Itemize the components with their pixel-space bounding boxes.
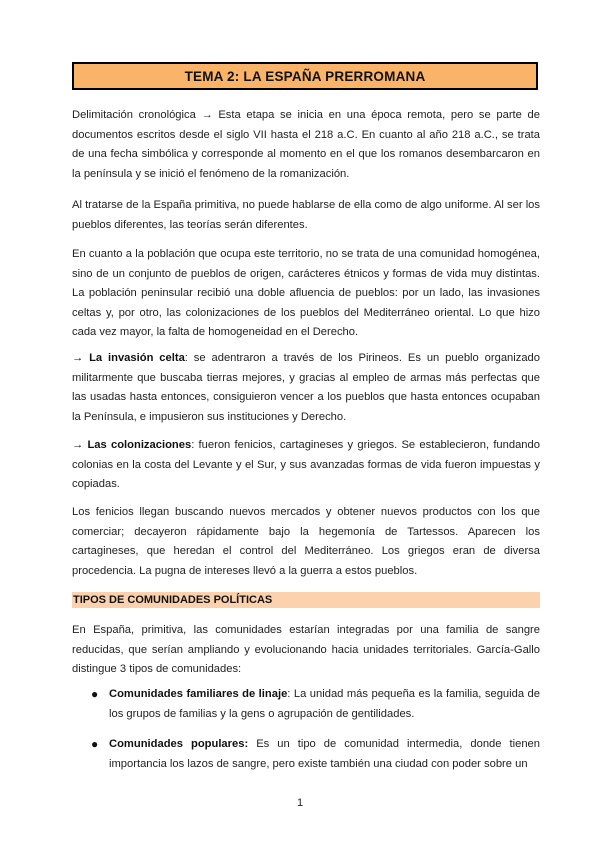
paragraph-population: En cuanto a la población que ocupa este territorio, no se trata de una comunidad homogénea, sino de un conjunto de pueblos de origen, carácteres étnicos y formas de vida muy distintas. La población peninsular recibió una doble afluencia de pueblos: por un lado, las invasiones celtas y, por otro, las colonizaciones de los pueblos del Mediterráneo oriental. Lo que hizo cada vez mayor, la falta de homogeneidad en el Derecho. (72, 248, 540, 339)
bullet-icon: ● (91, 737, 99, 751)
page-number: 1 (296, 797, 304, 809)
list-item-text: Es un tipo de comunidad intermedia, donde tienen importancia los lazos de sangre, pero existe también una ciudad con poder sobre un (109, 738, 540, 770)
bullet-icon: ● (91, 687, 99, 701)
paragraph-colonizations (72, 436, 540, 495)
celtic-invasion-heading: → La invasión celta (72, 352, 185, 364)
list-item-heading: Comunidades familiares de linaje (109, 688, 288, 700)
list-item-heading: Comunidades populares: (109, 738, 249, 750)
paragraph-primitive-spain: Al tratarse de la España primitiva, no puede hablarse de ella como de algo uniforme. Al ser los pueblos diferentes, las teorías serán diferentes. (72, 199, 540, 231)
list-item (109, 685, 540, 724)
list-item-text: : La unidad más pequeña es la familia, seguida de los grupos de familias y la gens o agrupación de gentilidades. (109, 688, 540, 720)
celtic-invasion-text: : se adentraron a través de los Pirineos. Es un pueblo organizado militarmente que buscaba tierras mejores, y gracias al empleo de armas más perfectas que las usadas hasta entonces, consiguieron vencer a los pueblos que hasta entonces ocupaban la Península, e impusieron sus instituciones y Derecho. (72, 352, 541, 423)
colonizations-heading: → Las colonizaciones (72, 439, 192, 451)
paragraph-phoenicians: Los fenicios llegan buscando nuevos mercados y obtener nuevos productos con los que comerciar; decayeron rápidamente bajo la hegemonía de Tartessos. Aparecen los cartagineses, que heredan el control del Mediterráneo. Los griegos eran de diversa procedencia. La pugna de intereses llevó a la guerra a estos pueblos. (72, 506, 540, 577)
section-heading: TIPOS DE COMUNIDADES POLÍTICAS (72, 592, 540, 608)
paragraph-communities-intro: En España, primitiva, las comunidades estarían integradas por una familia de sangre reducidas, que serían ampliando y evolucionando hacia unidades territoriales. García-Gallo distingue 3 tipos de comunidades: (72, 624, 540, 676)
paragraph-chronology: Delimitación cronológica → Esta etapa se inicia en una época remota, pero se parte de documentos escritos desde el siglo VII hasta el 218 a.C. En cuanto al año 218 a.C., se trata de una fecha simbólica y corresponde al momento en el que los romanos desembarcaron en la península y se inició el fenómeno de la romanización. (72, 109, 540, 180)
list-item (109, 735, 540, 774)
paragraph-celtic-invasion (72, 349, 540, 427)
colonizations-text: : fueron fenicios, cartagineses y griegos. Se establecieron, fundando colonias en la costa del Levante y el Sur, y sus avanzadas formas de vida fueron impuestas y copiadas. (72, 439, 540, 491)
page-title: TEMA 2: LA ESPAÑA PRERROMANA (72, 62, 538, 90)
